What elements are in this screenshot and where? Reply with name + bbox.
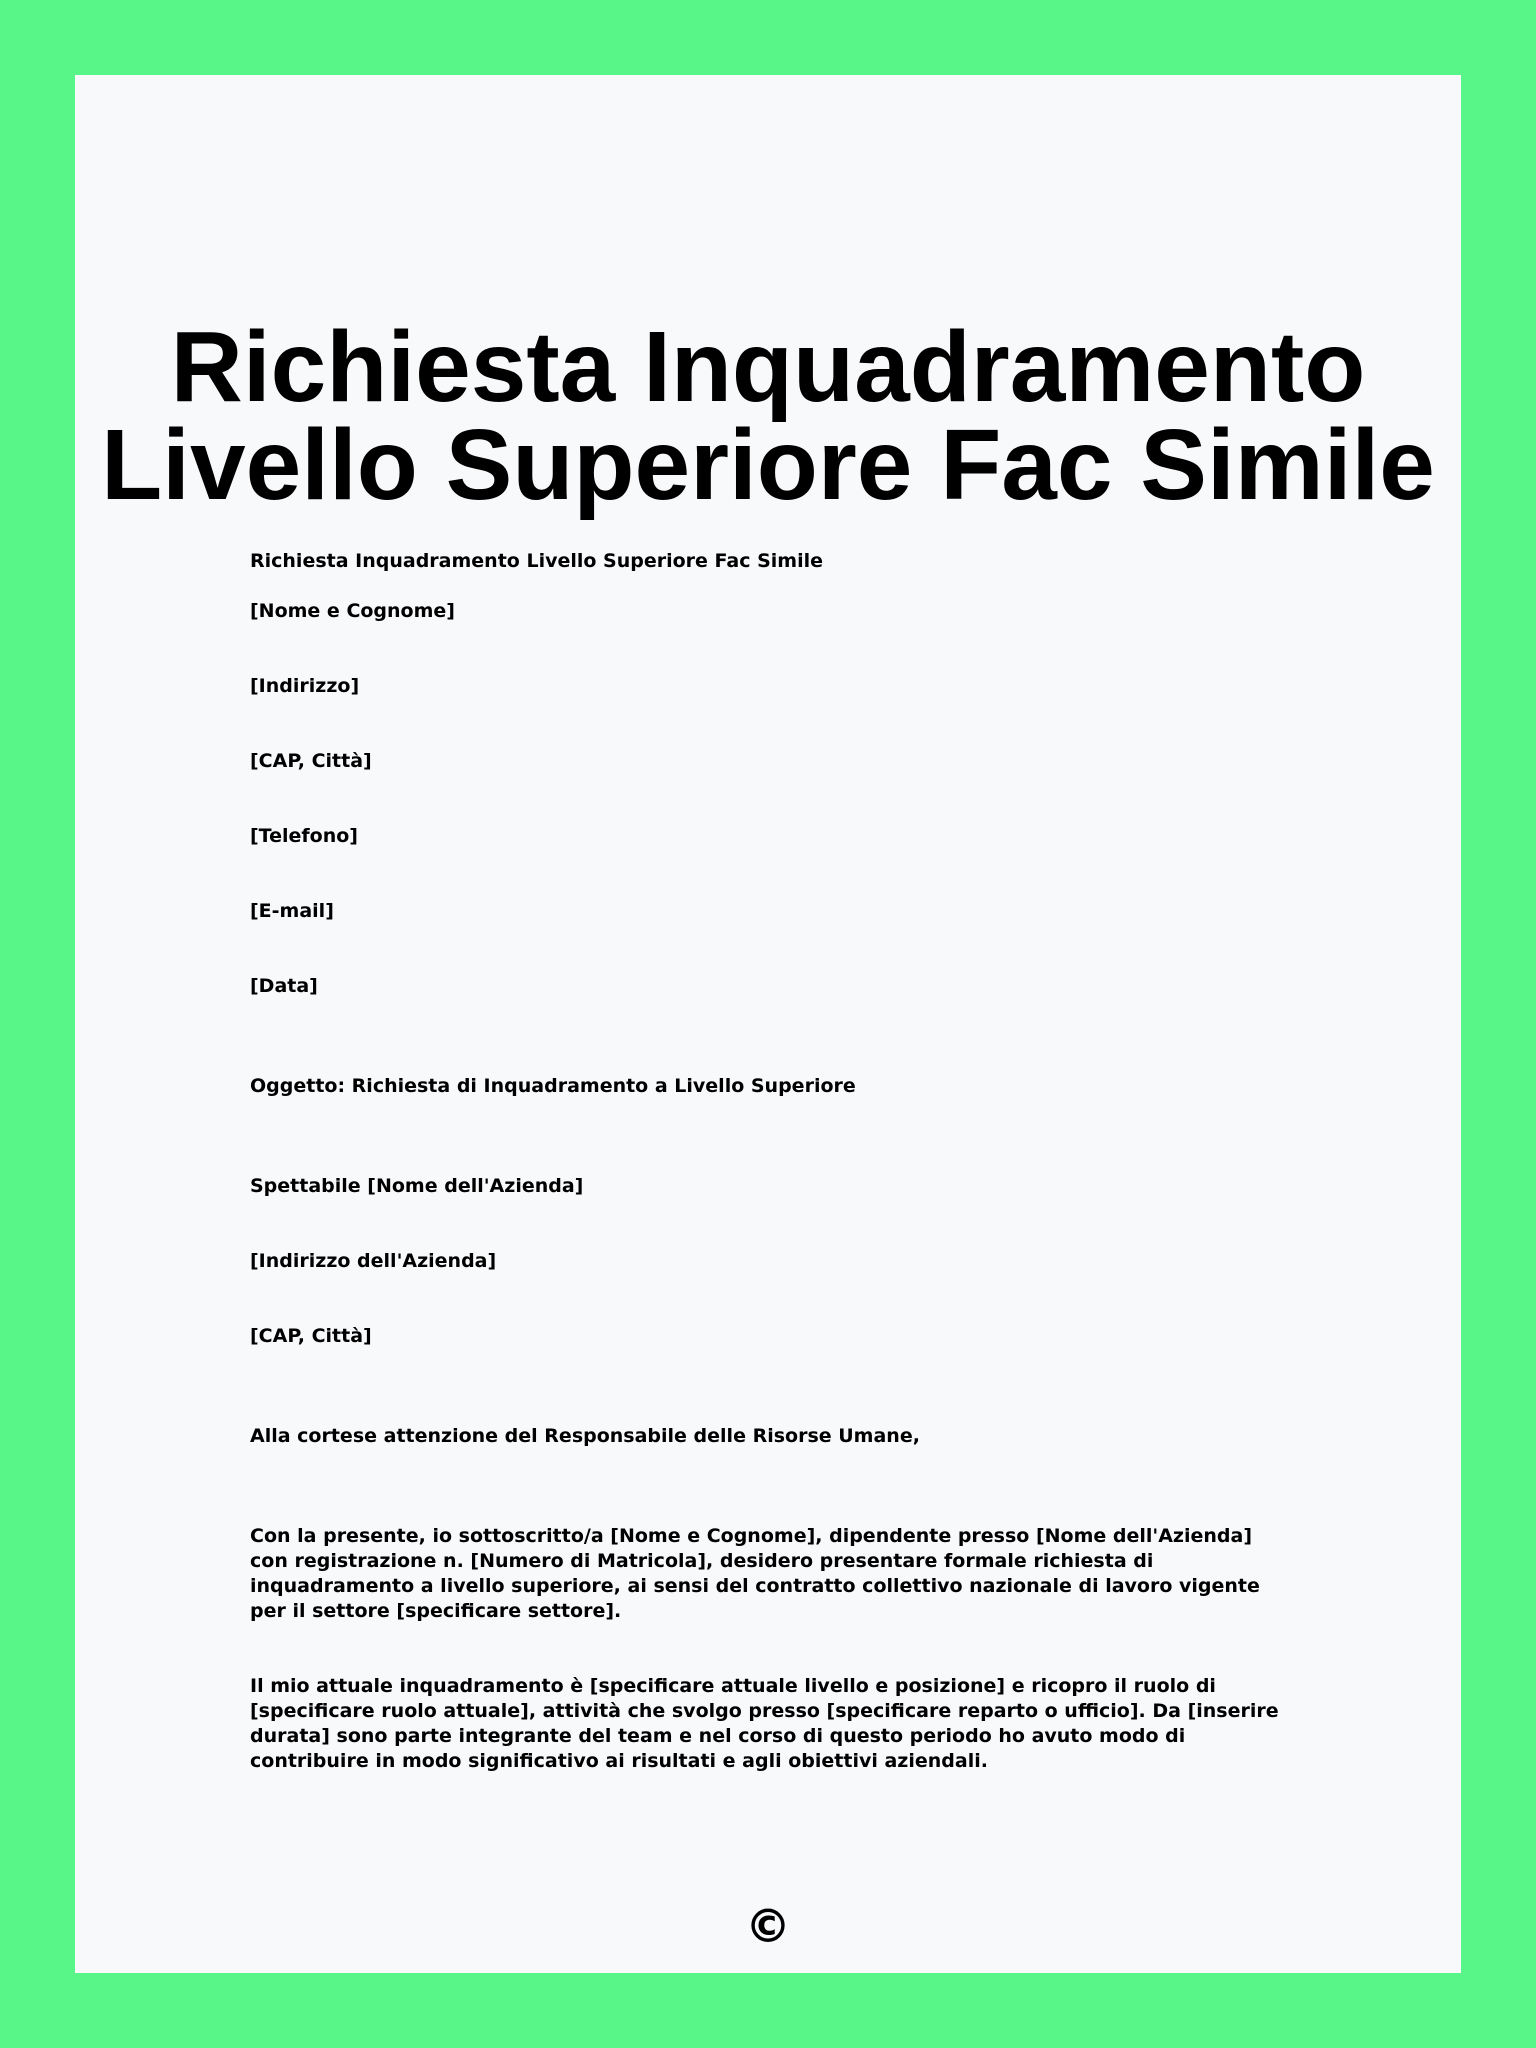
sender-name: [Nome e Cognome] xyxy=(250,600,455,622)
letter-date: [Data] xyxy=(250,975,318,997)
letter-subject: Oggetto: Richiesta di Inquadramento a Livello Superiore xyxy=(250,1075,856,1097)
sender-phone: [Telefono] xyxy=(250,825,358,847)
document-page xyxy=(75,75,1461,1973)
sender-city: [CAP, Città] xyxy=(250,750,372,772)
letter-heading: Richiesta Inquadramento Livello Superiore Fac Simile xyxy=(250,550,824,572)
letter-paragraph-2: Il mio attuale inquadramento è [specificare attuale livello e posizione] e ricopro il ruolo di [specificare ruolo attuale], attività che svolgo presso [specificare reparto o ufficio]. Da [inserire durata] sono parte integrante del team e nel corso di questo periodo ho avuto modo di contribuire in modo significativo ai risultati e agli obiettivi aziendali. xyxy=(250,1675,1279,1772)
recipient-address: [Indirizzo dell'Azienda] xyxy=(250,1250,497,1272)
sender-email: [E-mail] xyxy=(250,900,334,922)
letter-paragraph-1: Con la presente, io sottoscritto/a [Nome e Cognome], dipendente presso [Nome dell'Azienda] con registrazione n. [Numero di Matricola], desidero presentare formale richiesta di inquadramento a livello superiore, ai sensi del contratto collettivo nazionale di lavoro vigente per il settore [specificare settore]. xyxy=(250,1525,1260,1622)
document-title: Richiesta Inquadramento Livello Superiore Fac Simile xyxy=(101,311,1435,521)
recipient-company: Spettabile [Nome dell'Azienda] xyxy=(250,1175,584,1197)
letter-salutation: Alla cortese attenzione del Responsabile delle Risorse Umane, xyxy=(250,1425,920,1447)
recipient-city: [CAP, Città] xyxy=(250,1325,372,1347)
sender-address: [Indirizzo] xyxy=(250,675,360,697)
copyright-icon: © xyxy=(745,1899,791,1953)
